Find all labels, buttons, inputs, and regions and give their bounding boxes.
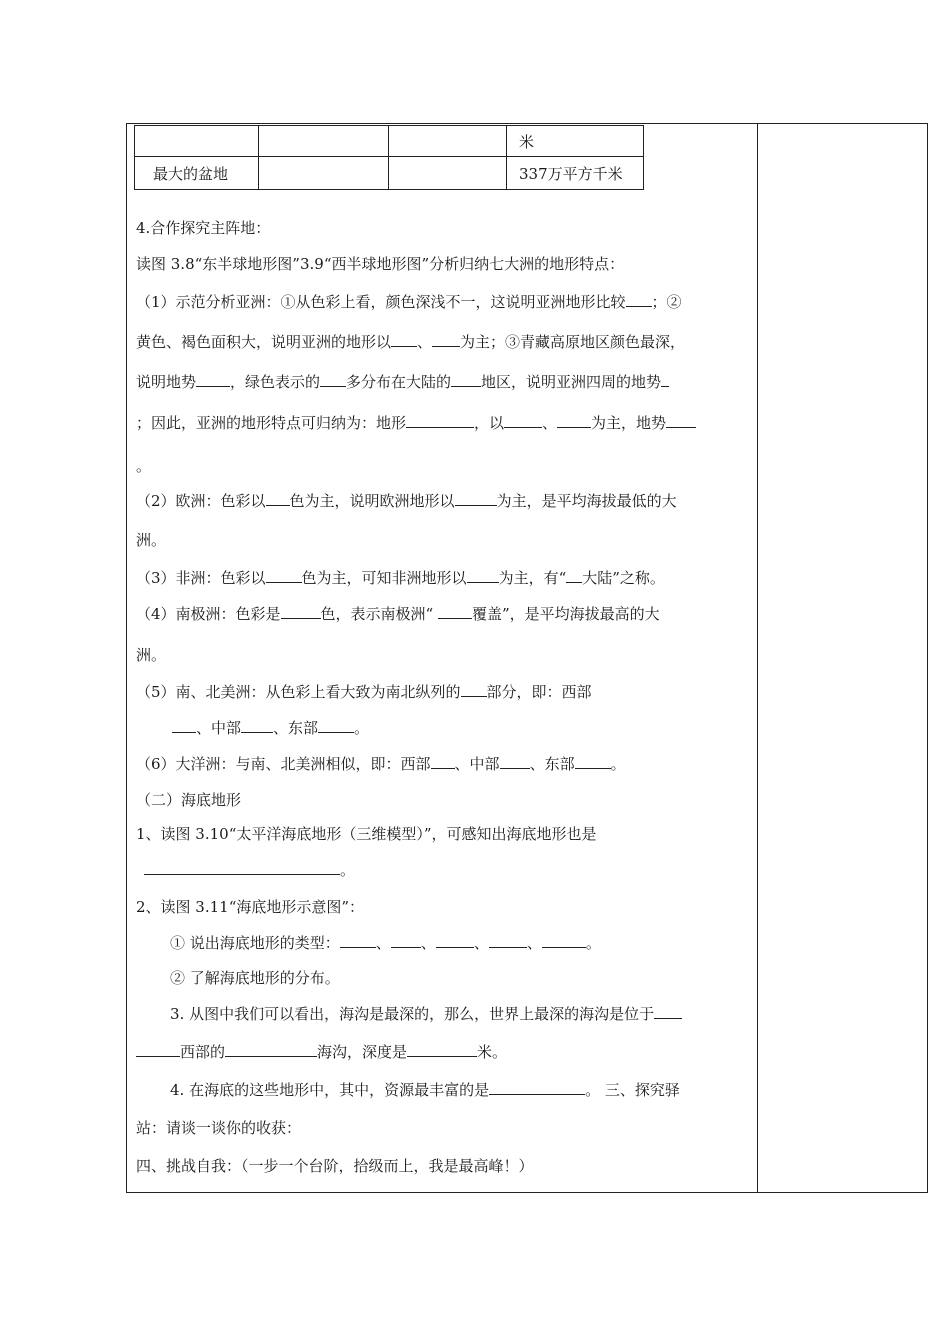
fill-in-blank[interactable] <box>661 372 669 387</box>
worksheet-text: 部分，即：西部 <box>486 683 592 701</box>
fill-in-blank[interactable] <box>451 372 481 387</box>
fill-in-blank[interactable] <box>406 413 474 428</box>
table-cell: 337万平方千米 <box>507 157 644 190</box>
worksheet-text: 米。 <box>477 1043 508 1061</box>
fill-in-blank[interactable] <box>500 754 530 769</box>
fill-in-blank[interactable] <box>241 718 273 733</box>
worksheet-text: 、东部 <box>529 755 575 773</box>
worksheet-line <box>136 1042 507 1062</box>
worksheet-text: 。 <box>354 719 370 737</box>
worksheet-text: 、 <box>526 934 542 952</box>
worksheet-line <box>170 933 601 953</box>
worksheet-text: 色为主，说明欧洲地形以 <box>289 492 455 510</box>
table-cell <box>259 126 389 157</box>
table-row <box>135 126 644 157</box>
worksheet-line <box>136 372 669 392</box>
worksheet-line <box>170 1004 682 1024</box>
table-cell: 米 <box>507 126 644 157</box>
fill-in-blank[interactable] <box>557 413 591 428</box>
fill-in-blank[interactable] <box>504 413 542 428</box>
fill-in-blank[interactable] <box>431 754 455 769</box>
worksheet-line <box>136 604 660 624</box>
worksheet-text: 大陆”之称。 <box>582 569 665 587</box>
table-cell <box>389 126 507 157</box>
table-cell <box>135 126 259 157</box>
worksheet-text: （4）南极洲：色彩是 <box>136 605 281 623</box>
worksheet-text: 。 <box>340 861 356 879</box>
worksheet-text: 。 三、探究驿 <box>585 1081 680 1099</box>
worksheet-text: 色为主，可知非洲地形以 <box>301 569 467 587</box>
worksheet-text: 黄色、褐色面积大，说明亚洲的地形以 <box>136 333 392 351</box>
table-row <box>135 157 644 190</box>
worksheet-text: 为主，是平均海拔最低的大 <box>496 492 677 510</box>
worksheet-line <box>136 292 682 312</box>
worksheet-text: 海沟，深度是 <box>317 1043 408 1061</box>
table-cell <box>389 157 507 190</box>
worksheet-text: 洲。 <box>136 531 167 549</box>
fill-in-blank[interactable] <box>391 933 421 948</box>
worksheet-line <box>136 682 592 702</box>
worksheet-text: 2、读图 3.11“海底地形示意图”： <box>136 898 365 916</box>
worksheet-line <box>136 413 696 433</box>
worksheet-text: 四、挑战自我：（一步一个台阶，拾级而上，我是最高峰！） <box>136 1157 534 1175</box>
fill-in-blank[interactable] <box>196 372 230 387</box>
worksheet-text: 色，表示南极洲“ <box>320 605 438 623</box>
fill-in-blank[interactable] <box>436 933 474 948</box>
fill-in-blank[interactable] <box>654 1004 682 1019</box>
fill-in-blank[interactable] <box>281 604 321 619</box>
worksheet-text: （5）南、北美洲：从色彩上看大致为南北纵列的 <box>136 683 461 701</box>
worksheet-line <box>136 897 364 917</box>
worksheet-line <box>136 218 270 238</box>
worksheet-text: 地区，说明亚洲四周的地势 <box>481 373 662 391</box>
worksheet-text: ② 了解海底地形的分布。 <box>170 969 340 987</box>
fill-in-blank[interactable] <box>266 491 290 506</box>
worksheet-line <box>136 530 166 550</box>
fill-in-blank[interactable] <box>136 1042 180 1057</box>
worksheet-line <box>136 254 624 274</box>
worksheet-line <box>172 718 369 738</box>
worksheet-line <box>144 860 355 880</box>
fill-in-blank[interactable] <box>467 568 499 583</box>
worksheet-text: 。 <box>585 934 601 952</box>
fill-in-blank[interactable] <box>489 1080 585 1095</box>
worksheet-line <box>136 456 151 476</box>
landform-stats-table <box>134 125 644 190</box>
worksheet-line <box>136 568 665 588</box>
fill-in-blank[interactable] <box>575 754 611 769</box>
worksheet-text: 4. 在海底的这些地形中，其中，资源最丰富的是 <box>170 1081 490 1099</box>
worksheet-text: 为主；③青藏高原地区颜色最深， <box>460 333 686 351</box>
worksheet-text: （2）欧洲：色彩以 <box>136 492 266 510</box>
worksheet-line <box>136 824 597 844</box>
fill-in-blank[interactable] <box>666 413 696 428</box>
worksheet-line <box>170 968 340 988</box>
outer-table-frame <box>126 123 928 1193</box>
worksheet-text: （1）示范分析亚洲：①从色彩上看，颜色深浅不一，这说明亚洲地形比较 <box>136 293 626 311</box>
table-cell: 最大的盆地 <box>135 157 259 190</box>
worksheet-text: 。 <box>136 457 152 475</box>
fill-in-blank[interactable] <box>391 332 417 347</box>
worksheet-text: 洲。 <box>136 646 167 664</box>
fill-in-blank[interactable] <box>432 332 460 347</box>
worksheet-line <box>136 332 685 352</box>
worksheet-text: 多分布在大陆的 <box>346 373 452 391</box>
worksheet-text: （3）非洲：色彩以 <box>136 569 266 587</box>
worksheet-text: ；② <box>651 293 682 311</box>
fill-in-blank[interactable] <box>266 568 302 583</box>
worksheet-text: 、 <box>420 934 436 952</box>
fill-in-blank[interactable] <box>318 718 354 733</box>
fill-in-blank[interactable] <box>542 933 586 948</box>
worksheet-text: 为主，有“ <box>498 569 567 587</box>
worksheet-line <box>170 1080 680 1100</box>
worksheet-line <box>136 645 166 665</box>
worksheet-text: 覆盖”，是平均海拔最高的大 <box>471 605 660 623</box>
worksheet-line <box>136 754 626 774</box>
fill-in-blank[interactable] <box>489 933 527 948</box>
fill-in-blank[interactable] <box>407 1042 477 1057</box>
right-column-divider <box>757 123 758 1193</box>
fill-in-blank[interactable] <box>438 604 472 619</box>
worksheet-text: 说明地势 <box>136 373 197 391</box>
worksheet-text: 西部的 <box>180 1043 226 1061</box>
worksheet-text: 站：请谈一谈你的收获： <box>136 1119 302 1137</box>
worksheet-text: 、 <box>542 414 558 432</box>
worksheet-text: 4.合作探究主阵地： <box>136 219 271 237</box>
worksheet-text: 为主，地势 <box>591 414 667 432</box>
worksheet-text: 、东部 <box>273 719 319 737</box>
fill-in-blank[interactable] <box>626 292 652 307</box>
worksheet-text: 。 <box>610 755 626 773</box>
worksheet-line <box>136 491 677 511</box>
worksheet-text: （二）海底地形 <box>136 791 242 809</box>
worksheet-line <box>136 790 241 810</box>
worksheet-text: ，以 <box>474 414 505 432</box>
worksheet-text: ；因此，亚洲的地形特点可归纳为：地形 <box>136 414 407 432</box>
worksheet-text: 、 <box>473 934 489 952</box>
fill-in-blank[interactable] <box>461 682 487 697</box>
worksheet-text: 、 <box>375 934 391 952</box>
worksheet-line <box>136 1118 301 1138</box>
fill-in-blank[interactable] <box>144 860 340 875</box>
worksheet-text: 、 <box>417 333 433 351</box>
fill-in-blank[interactable] <box>566 568 582 583</box>
worksheet-text: 1、读图 3.10“太平洋海底地形（三维模型）”，可感知出海底地形也是 <box>136 825 597 843</box>
worksheet-text: ，绿色表示的 <box>230 373 321 391</box>
worksheet-text: 、中部 <box>196 719 242 737</box>
fill-in-blank[interactable] <box>225 1042 317 1057</box>
worksheet-text: 3. 从图中我们可以看出，海沟是最深的，那么，世界上最深的海沟是位于 <box>170 1005 655 1023</box>
worksheet-text: （6）大洋洲：与南、北美洲相似，即：西部 <box>136 755 431 773</box>
table-cell <box>259 157 389 190</box>
worksheet-line <box>136 1156 534 1176</box>
fill-in-blank[interactable] <box>455 491 497 506</box>
fill-in-blank[interactable] <box>320 372 346 387</box>
worksheet-text: 读图 3.8“东半球地形图”3.9“西半球地形图”分析归纳七大洲的地形特点： <box>136 255 625 273</box>
worksheet-text: 、中部 <box>454 755 500 773</box>
fill-in-blank[interactable] <box>340 933 376 948</box>
worksheet-text: ① 说出海底地形的类型： <box>170 934 340 952</box>
fill-in-blank[interactable] <box>172 718 196 733</box>
